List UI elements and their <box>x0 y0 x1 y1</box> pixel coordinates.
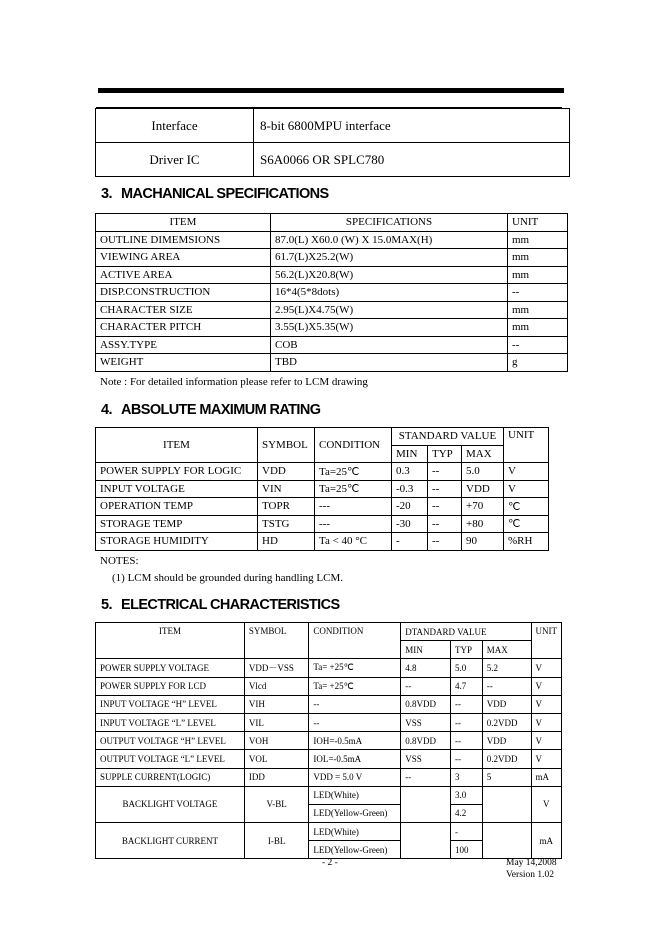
header-item: ITEM <box>96 428 258 463</box>
section-4-notes-label: NOTES: <box>100 555 139 567</box>
table-cell: Ta= +25℃ <box>309 677 401 695</box>
table-row <box>96 354 568 372</box>
table-cell: -- <box>450 732 482 750</box>
table-cell: -- <box>401 677 451 695</box>
table-cell: V <box>531 713 562 731</box>
table-cell: 5.0 <box>450 659 482 677</box>
table-row <box>96 109 570 143</box>
header-symbol: SYMBOL <box>258 428 315 463</box>
interface-label: Interface <box>96 109 254 143</box>
table-row <box>96 533 549 551</box>
header-specifications: SPECIFICATIONS <box>271 214 508 232</box>
table-cell: COB <box>271 336 508 354</box>
absolute-max-table <box>95 427 549 551</box>
table-cell: 16*4(5*8dots) <box>271 284 508 302</box>
section-number: 4. <box>101 402 112 418</box>
table-row <box>96 515 549 533</box>
header-min: MIN <box>392 445 428 463</box>
table-cell: 61.7(L)X25.2(W) <box>271 249 508 267</box>
table-cell: OUTLINE DIMEMSIONS <box>96 231 271 249</box>
table-row <box>96 768 562 786</box>
table-cell: mm <box>508 301 568 319</box>
table-row <box>96 480 549 498</box>
header-min: MIN <box>401 641 451 659</box>
table-row <box>96 249 568 267</box>
table-row <box>96 713 562 731</box>
table-cell: TBD <box>271 354 508 372</box>
table-cell: -- <box>482 677 531 695</box>
section-5-heading <box>101 597 340 613</box>
section-4-heading <box>101 402 320 418</box>
table-cell: VSS <box>401 713 451 731</box>
table-cell: mA <box>531 768 562 786</box>
footer-date: May 14,2008 <box>506 858 557 868</box>
table-cell: ACTIVE AREA <box>96 266 271 284</box>
electrical-char-rows <box>96 659 562 786</box>
table-row <box>96 336 568 354</box>
table-cell: STORAGE HUMIDITY <box>96 533 258 551</box>
table-cell: 2.95(L)X4.75(W) <box>271 301 508 319</box>
backlight-current-unit: mA <box>531 823 562 859</box>
table-cell: 3.55(L)X5.35(W) <box>271 319 508 337</box>
table-cell: mm <box>508 266 568 284</box>
section-title: ABSOLUTE MAXIMUM RATING <box>121 402 321 418</box>
table-cell: VOL <box>244 750 308 768</box>
table-cell: OUTPUT VOLTAGE “L” LEVEL <box>96 750 245 768</box>
table-cell: 0.3 <box>392 463 428 481</box>
table-cell: POWER SUPPLY FOR LOGIC <box>96 463 258 481</box>
header-rule <box>98 88 564 93</box>
table-cell: IOH=-0.5mA <box>309 732 401 750</box>
table-row <box>96 732 562 750</box>
driver-ic-label: Driver IC <box>96 143 254 177</box>
table-row <box>96 677 562 695</box>
table-cell: V <box>531 732 562 750</box>
header-max: MAX <box>462 445 504 463</box>
table-cell: -- <box>428 533 462 551</box>
table-cell: WEIGHT <box>96 354 271 372</box>
table-cell: TOPR <box>258 498 315 516</box>
header-unit: UNIT <box>508 214 568 232</box>
table-cell: -- <box>401 768 451 786</box>
table-cell: 5.0 <box>462 463 504 481</box>
table-cell: -- <box>450 750 482 768</box>
section-number: 5. <box>101 597 112 613</box>
table-cell: V <box>531 659 562 677</box>
table-cell: VIEWING AREA <box>96 249 271 267</box>
table-cell: -- <box>309 713 401 731</box>
section-number: 3. <box>101 186 112 202</box>
table-cell: 0.2VDD <box>482 713 531 731</box>
backlight-current-typ-white: - <box>450 823 482 841</box>
backlight-voltage-typ-white: 3.0 <box>450 786 482 804</box>
backlight-voltage-symbol: V-BL <box>244 786 308 822</box>
table-cell: VDD <box>462 480 504 498</box>
section-3-heading <box>101 186 329 202</box>
table-cell: INPUT VOLTAGE “L” LEVEL <box>96 713 245 731</box>
table-cell: -- <box>450 695 482 713</box>
table-cell: +70 <box>462 498 504 516</box>
table-cell: VIN <box>258 480 315 498</box>
header-condition: CONDITION <box>309 623 401 659</box>
table-cell: VDD = 5.0 V <box>309 768 401 786</box>
table-cell: 3 <box>450 768 482 786</box>
interface-value: 8-bit 6800MPU interface <box>254 109 570 143</box>
driver-ic-value: S6A0066 OR SPLC780 <box>254 143 570 177</box>
backlight-current-cond-yg: LED(Yellow-Green) <box>309 841 401 859</box>
table-cell: CHARACTER SIZE <box>96 301 271 319</box>
table-cell: IOL=-0.5mA <box>309 750 401 768</box>
table-cell: 0.8VDD <box>401 732 451 750</box>
table-cell: 56.2(L)X20.8(W) <box>271 266 508 284</box>
table-cell: --- <box>315 498 392 516</box>
table-cell: VSS <box>401 750 451 768</box>
header-item: ITEM <box>96 214 271 232</box>
table-cell: STORAGE TEMP <box>96 515 258 533</box>
section-title: MACHANICAL SPECIFICATIONS <box>121 186 329 202</box>
electrical-char-table <box>95 622 562 859</box>
table-cell: V <box>531 677 562 695</box>
table-cell: 90 <box>462 533 504 551</box>
table-cell: OUTPUT VOLTAGE “H” LEVEL <box>96 732 245 750</box>
table-cell: V <box>504 480 549 498</box>
table-cell: HD <box>258 533 315 551</box>
table-cell: -- <box>428 463 462 481</box>
section-title: ELECTRICAL CHARACTERISTICS <box>121 597 340 613</box>
table-cell: 5 <box>482 768 531 786</box>
table-cell: CHARACTER PITCH <box>96 319 271 337</box>
table-cell: mm <box>508 319 568 337</box>
table-header-row <box>96 623 562 641</box>
table-cell: 0.2VDD <box>482 750 531 768</box>
table-row <box>96 319 568 337</box>
backlight-voltage-typ-yg: 4.2 <box>450 804 482 822</box>
table-cell: +80 <box>462 515 504 533</box>
header-symbol: SYMBOL <box>244 623 308 659</box>
backlight-current-cond-white: LED(White) <box>309 823 401 841</box>
table-cell: -- <box>428 498 462 516</box>
table-cell: --- <box>315 515 392 533</box>
table-cell: Ta=25℃ <box>315 463 392 481</box>
table-cell: VIL <box>244 713 308 731</box>
table-row <box>96 266 568 284</box>
table-cell: ℃ <box>504 498 549 516</box>
table-cell: 87.0(L) X60.0 (W) X 15.0MAX(H) <box>271 231 508 249</box>
header-unit: UNIT <box>504 428 549 463</box>
header-typ: TYP <box>450 641 482 659</box>
table-row <box>96 143 570 177</box>
header-typ: TYP <box>428 445 462 463</box>
footer-version: Version 1.02 <box>506 870 555 880</box>
table-row <box>96 284 568 302</box>
table-cell: - <box>392 533 428 551</box>
table-cell: 0.8VDD <box>401 695 451 713</box>
header-standard-value: STANDARD VALUE <box>392 428 504 446</box>
backlight-current-item: BACKLIGHT CURRENT <box>96 823 245 859</box>
table-cell: V <box>504 463 549 481</box>
table-cell: OPERATION TEMP <box>96 498 258 516</box>
table-cell: -- <box>508 336 568 354</box>
absolute-max-rows <box>96 463 549 551</box>
interface-table <box>95 108 570 177</box>
table-cell: VDD <box>258 463 315 481</box>
backlight-voltage-item: BACKLIGHT VOLTAGE <box>96 786 245 822</box>
table-cell: -20 <box>392 498 428 516</box>
table-cell: INPUT VOLTAGE <box>96 480 258 498</box>
page-number: - 2 - <box>322 858 338 868</box>
section-3-note: Note : For detailed information please refer to LCM drawing <box>100 376 368 388</box>
table-cell: g <box>508 354 568 372</box>
backlight-voltage-cond-yg: LED(Yellow-Green) <box>309 804 401 822</box>
table-cell: -- <box>428 515 462 533</box>
backlight-current-symbol: I-BL <box>244 823 308 859</box>
table-cell: Ta= +25℃ <box>309 659 401 677</box>
table-cell: VDD <box>482 732 531 750</box>
table-cell: ASSY.TYPE <box>96 336 271 354</box>
table-cell: INPUT VOLTAGE “H” LEVEL <box>96 695 245 713</box>
table-row <box>96 750 562 768</box>
table-cell: POWER SUPPLY FOR LCD <box>96 677 245 695</box>
table-row <box>96 231 568 249</box>
table-cell: -- <box>428 480 462 498</box>
mechanical-spec-table <box>95 213 568 372</box>
table-cell: IDD <box>244 768 308 786</box>
table-header-row <box>96 428 549 446</box>
table-cell: VIH <box>244 695 308 713</box>
backlight-voltage-min <box>401 786 451 822</box>
table-cell: 4.7 <box>450 677 482 695</box>
table-cell: %RH <box>504 533 549 551</box>
table-cell: DISP.CONSTRUCTION <box>96 284 271 302</box>
backlight-voltage-max <box>482 786 531 822</box>
header-unit: UNIT <box>531 623 562 659</box>
section-4-note-1: (1) LCM should be grounded during handling LCM. <box>112 572 343 584</box>
table-cell: VDD <box>482 695 531 713</box>
table-row <box>96 823 562 841</box>
table-cell: -0.3 <box>392 480 428 498</box>
table-cell: SUPPLE CURRENT(LOGIC) <box>96 768 245 786</box>
table-cell: Vlcd <box>244 677 308 695</box>
backlight-voltage-cond-white: LED(White) <box>309 786 401 804</box>
backlight-current-max <box>482 823 531 859</box>
table-row <box>96 659 562 677</box>
table-cell: VOH <box>244 732 308 750</box>
table-header-row <box>96 214 568 232</box>
table-cell: -- <box>508 284 568 302</box>
table-cell: POWER SUPPLY VOLTAGE <box>96 659 245 677</box>
table-cell: V <box>531 750 562 768</box>
table-row <box>96 498 549 516</box>
header-standard-value: DTANDARD VALUE <box>401 623 531 641</box>
table-cell: ℃ <box>504 515 549 533</box>
table-cell: -- <box>309 695 401 713</box>
table-cell: TSTG <box>258 515 315 533</box>
table-cell: mm <box>508 231 568 249</box>
table-cell: -30 <box>392 515 428 533</box>
table-cell: Ta < 40 °C <box>315 533 392 551</box>
backlight-current-min <box>401 823 451 859</box>
table-row <box>96 463 549 481</box>
table-cell: mm <box>508 249 568 267</box>
table-cell: 4.8 <box>401 659 451 677</box>
backlight-current-typ-yg: 100 <box>450 841 482 859</box>
backlight-voltage-unit: V <box>531 786 562 822</box>
header-max: MAX <box>482 641 531 659</box>
table-row <box>96 301 568 319</box>
table-cell: Ta=25℃ <box>315 480 392 498</box>
mechanical-spec-rows <box>96 231 568 371</box>
table-row <box>96 786 562 804</box>
table-row <box>96 695 562 713</box>
table-cell: V <box>531 695 562 713</box>
header-condition: CONDITION <box>315 428 392 463</box>
table-cell: -- <box>450 713 482 731</box>
header-item: ITEM <box>96 623 245 659</box>
table-cell: 5.2 <box>482 659 531 677</box>
table-cell: VDD－VSS <box>244 659 308 677</box>
